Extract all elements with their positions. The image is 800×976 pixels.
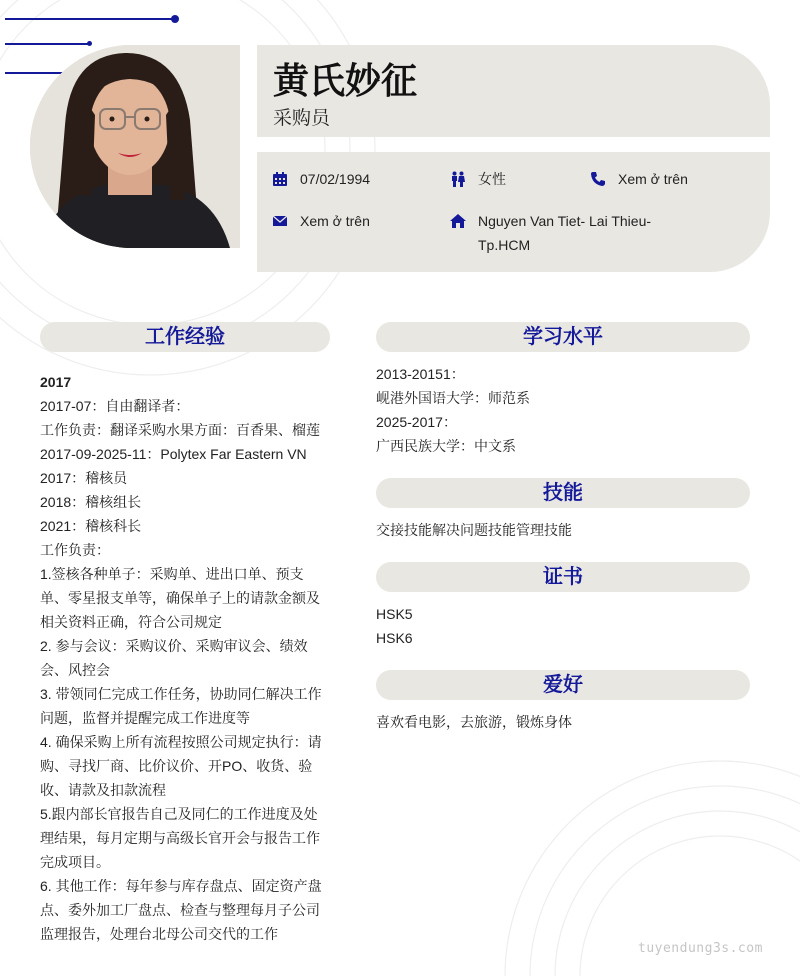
- experience-line: 问题，监督并提醒完成工作进度等: [40, 710, 250, 726]
- experience-content: [40, 370, 335, 946]
- hobbies-line: 喜欢看电影，去旅游，锻炼身体: [376, 714, 572, 730]
- watermark: tuyendung3s.com: [638, 941, 763, 956]
- experience-line: 2017-09-2025-11：Polytex Far Eastern VN: [40, 446, 307, 462]
- experience-line: 购、寻找厂商、比价议价、开PO、收货、验: [40, 758, 313, 774]
- education-heading: 学习水平: [376, 322, 750, 352]
- experience-line: 2. 参与会议：采购议价、采购审议会、绩效: [40, 638, 308, 654]
- certificates-heading: 证书: [376, 562, 750, 592]
- experience-line: 会、风控会: [40, 662, 110, 678]
- address-line-2: Tp.HCM: [478, 237, 531, 253]
- home-icon: [450, 213, 466, 229]
- education-line: 岘港外国语大学：师范系: [376, 390, 530, 406]
- gender-icon: [450, 171, 466, 187]
- hobbies-content: [376, 710, 750, 734]
- skills-heading: 技能: [376, 478, 750, 508]
- experience-line: 6. 其他工作：每年参与库存盘点、固定资产盘: [40, 878, 322, 894]
- education-line: 广西民族大学：中文系: [376, 438, 516, 454]
- education-content: [376, 362, 750, 458]
- accent-line-1: [5, 18, 175, 20]
- accent-line-2: [5, 43, 90, 45]
- phone-value[interactable]: Xem ở trên: [618, 171, 688, 187]
- experience-line: 监理报告，处理台北母公司交代的工作: [40, 926, 278, 942]
- experience-line: 工作负责：翻译采购水果方面：百香果、榴莲: [40, 422, 320, 438]
- experience-line: 相关资料正确，符合公司规定: [40, 614, 222, 630]
- address-value: [478, 209, 651, 257]
- experience-line: 完成项目。: [40, 854, 110, 870]
- experience-line: 工作负责：: [40, 542, 110, 558]
- experience-line: 2017: [40, 374, 72, 390]
- experience-line: 3. 带领同仁完成工作任务，协助同仁解决工作: [40, 686, 322, 702]
- gender-value: 女性: [478, 171, 506, 187]
- accent-dot-1: [171, 15, 179, 23]
- calendar-icon: [272, 171, 288, 187]
- experience-line: 理结果，每月定期与高级长官开会与报告工作: [40, 830, 320, 846]
- profile-photo: [30, 45, 240, 248]
- birthday-value: 07/02/1994: [300, 171, 371, 187]
- certificates-content: [376, 602, 750, 650]
- name-panel: [257, 45, 770, 137]
- skills-line: 交接技能解决问题技能管理技能: [376, 522, 572, 538]
- certificates-line: HSK6: [376, 630, 413, 646]
- experience-line: 4. 确保采购上所有流程按照公司规定执行：请: [40, 734, 322, 750]
- experience-line: 2021：稽核科长: [40, 518, 142, 534]
- address-line-1: Nguyen Van Tiet- Lai Thieu-: [478, 213, 652, 229]
- experience-heading: 工作经验: [40, 322, 330, 352]
- experience-line: 单、零星报支单等，确保单子上的请款金额及: [40, 590, 320, 606]
- email-value[interactable]: Xem ở trên: [300, 213, 370, 229]
- hobbies-heading: 爱好: [376, 670, 750, 700]
- education-line: 2013-20151：: [376, 366, 465, 382]
- email-icon: [272, 213, 288, 229]
- education-line: 2025-2017：: [376, 414, 457, 430]
- candidate-name: 黄氏妙征: [273, 60, 418, 101]
- skills-content: [376, 518, 750, 542]
- accent-dot-2: [87, 41, 92, 46]
- accent-line-3: [5, 72, 63, 74]
- contact-info-panel: [257, 152, 770, 272]
- certificates-line: HSK5: [376, 606, 413, 622]
- experience-line: 点、委外加工厂盘点、检查与整理每月子公司: [40, 902, 320, 918]
- experience-line: 2017：稽核员: [40, 470, 128, 486]
- candidate-position: 采购员: [273, 108, 331, 129]
- experience-line: 1.签核各种单子：采购单、进出口单、预支: [40, 566, 304, 582]
- phone-icon: [590, 171, 606, 187]
- experience-line: 收、请款及扣款流程: [40, 782, 166, 798]
- experience-line: 2017-07：自由翻译者：: [40, 398, 190, 414]
- experience-line: 5.跟内部长官报告自己及同仁的工作进度及处: [40, 806, 318, 822]
- experience-line: 2018：稽核组长: [40, 494, 142, 510]
